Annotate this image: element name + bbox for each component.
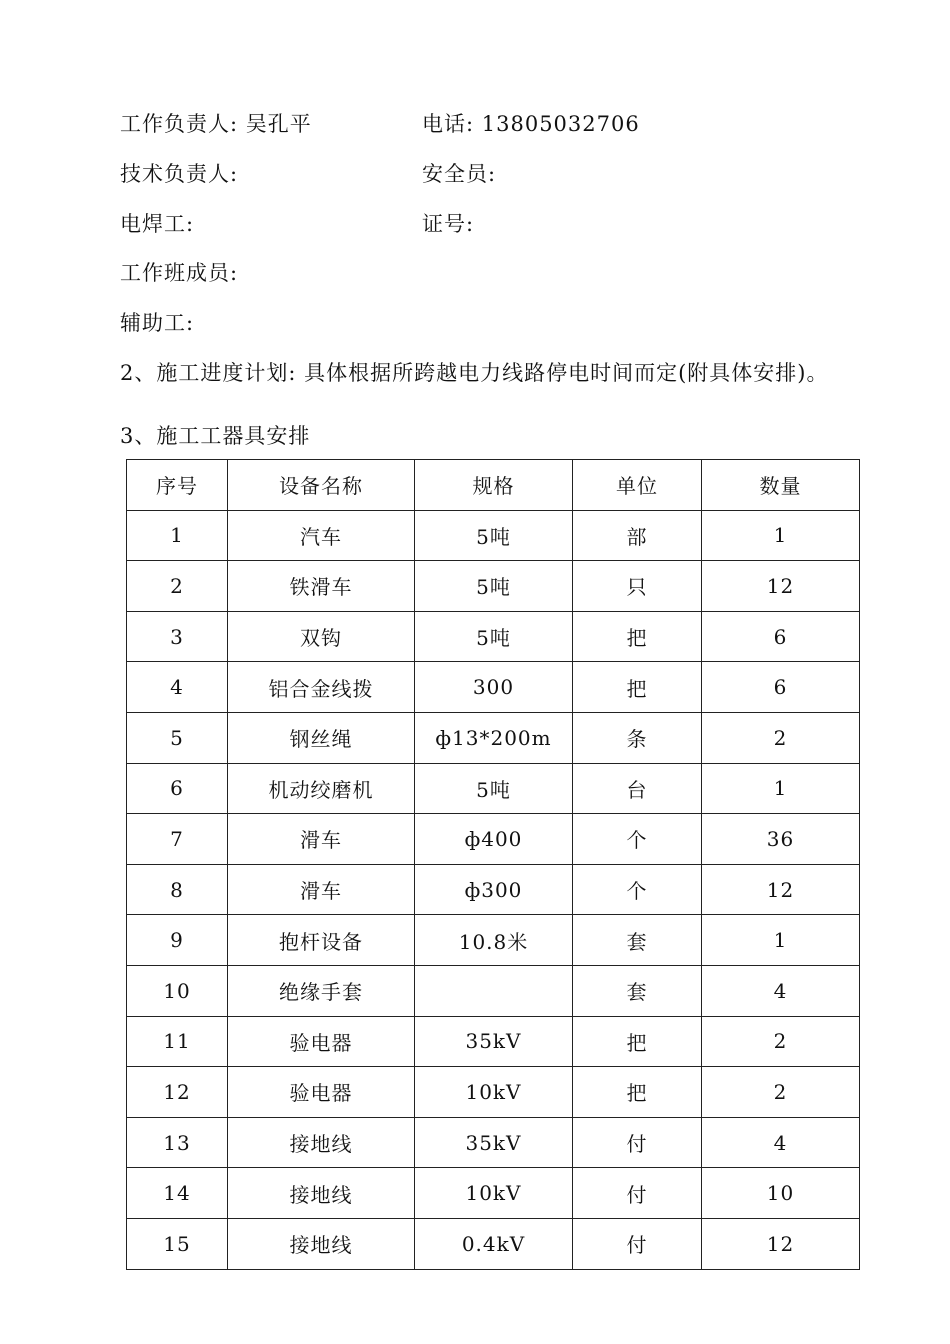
cell-equipment-name: 接地线 [228, 1168, 415, 1219]
header-unit: 单位 [573, 460, 702, 511]
cell-spec [415, 965, 573, 1016]
cell-spec: 35kV [415, 1117, 573, 1168]
equipment-table [126, 459, 860, 1270]
cell-spec: ф13*200m [415, 712, 573, 763]
cell-unit: 付 [573, 1117, 702, 1168]
cell-index: 4 [127, 662, 228, 713]
cell-index: 13 [127, 1117, 228, 1168]
table-row [127, 662, 860, 713]
cell-equipment-name: 钢丝绳 [228, 712, 415, 763]
cell-equipment-name: 验电器 [228, 1016, 415, 1067]
cell-quantity: 2 [702, 1067, 860, 1118]
cell-equipment-name: 铝合金线拨 [228, 662, 415, 713]
cell-quantity: 12 [702, 1218, 860, 1269]
table-row [127, 763, 860, 814]
cell-index: 14 [127, 1168, 228, 1219]
table-row [127, 915, 860, 966]
header-equipment-name: 设备名称 [228, 460, 415, 511]
cell-quantity: 4 [702, 965, 860, 1016]
cell-spec: 5吨 [415, 611, 573, 662]
cell-index: 1 [127, 510, 228, 561]
cell-spec: 5吨 [415, 763, 573, 814]
table-row [127, 1016, 860, 1067]
assistant-line: 辅助工: [120, 311, 195, 335]
phone-line: 电话: 13805032706 [422, 112, 640, 136]
cell-index: 2 [127, 561, 228, 612]
table-row [127, 510, 860, 561]
cell-spec: 35kV [415, 1016, 573, 1067]
table-row [127, 1067, 860, 1118]
cell-spec: 5吨 [415, 510, 573, 561]
cell-unit: 套 [573, 915, 702, 966]
cell-index: 12 [127, 1067, 228, 1118]
cell-spec: 10.8米 [415, 915, 573, 966]
cell-spec: ф300 [415, 864, 573, 915]
cell-quantity: 6 [702, 611, 860, 662]
table-row [127, 561, 860, 612]
cell-quantity: 1 [702, 763, 860, 814]
cell-spec: 300 [415, 662, 573, 713]
cell-equipment-name: 绝缘手套 [228, 965, 415, 1016]
table-row [127, 611, 860, 662]
cell-unit: 只 [573, 561, 702, 612]
cell-index: 7 [127, 814, 228, 865]
cell-equipment-name: 验电器 [228, 1067, 415, 1118]
cell-spec: 5吨 [415, 561, 573, 612]
cell-index: 6 [127, 763, 228, 814]
cell-equipment-name: 汽车 [228, 510, 415, 561]
cell-quantity: 12 [702, 561, 860, 612]
work-leader-line: 工作负责人: 吴孔平 [120, 112, 312, 136]
cell-unit: 把 [573, 662, 702, 713]
schedule-paragraph: 2、施工进度计划: 具体根据所跨越电力线路停电时间而定(附具体安排)。 [120, 361, 829, 385]
cell-equipment-name: 滑车 [228, 864, 415, 915]
cell-index: 9 [127, 915, 228, 966]
cell-index: 5 [127, 712, 228, 763]
cell-equipment-name: 滑车 [228, 814, 415, 865]
cell-equipment-name: 接地线 [228, 1218, 415, 1269]
cell-unit: 把 [573, 1067, 702, 1118]
table-header-row [127, 460, 860, 511]
cell-spec: 0.4kV [415, 1218, 573, 1269]
cell-unit: 付 [573, 1218, 702, 1269]
cell-unit: 把 [573, 611, 702, 662]
cell-unit: 部 [573, 510, 702, 561]
cell-unit: 付 [573, 1168, 702, 1219]
table-row [127, 864, 860, 915]
cell-index: 3 [127, 611, 228, 662]
cell-quantity: 10 [702, 1168, 860, 1219]
cell-equipment-name: 铁滑车 [228, 561, 415, 612]
cell-index: 11 [127, 1016, 228, 1067]
cell-quantity: 4 [702, 1117, 860, 1168]
cell-spec: ф400 [415, 814, 573, 865]
cell-unit: 个 [573, 864, 702, 915]
table-row [127, 814, 860, 865]
cell-equipment-name: 抱杆设备 [228, 915, 415, 966]
cell-quantity: 2 [702, 712, 860, 763]
cell-equipment-name: 接地线 [228, 1117, 415, 1168]
cell-index: 10 [127, 965, 228, 1016]
header-index: 序号 [127, 460, 228, 511]
cell-spec: 10kV [415, 1067, 573, 1118]
cell-unit: 把 [573, 1016, 702, 1067]
cell-quantity: 36 [702, 814, 860, 865]
cell-quantity: 1 [702, 915, 860, 966]
cell-quantity: 12 [702, 864, 860, 915]
certificate-line: 证号: [422, 212, 475, 236]
cell-unit: 条 [573, 712, 702, 763]
cell-spec: 10kV [415, 1168, 573, 1219]
cell-quantity: 6 [702, 662, 860, 713]
tech-leader-line: 技术负责人: [120, 162, 239, 186]
table-row [127, 965, 860, 1016]
table-body [127, 510, 860, 1269]
cell-quantity: 2 [702, 1016, 860, 1067]
welder-line: 电焊工: [120, 212, 195, 236]
cell-equipment-name: 机动绞磨机 [228, 763, 415, 814]
table-row [127, 712, 860, 763]
cell-quantity: 1 [702, 510, 860, 561]
safety-officer-line: 安全员: [422, 162, 497, 186]
header-spec: 规格 [415, 460, 573, 511]
header-quantity: 数量 [702, 460, 860, 511]
cell-unit: 个 [573, 814, 702, 865]
tools-section-title: 3、施工工器具安排 [120, 424, 311, 448]
team-members-line: 工作班成员: [120, 261, 239, 285]
table-row [127, 1117, 860, 1168]
cell-index: 15 [127, 1218, 228, 1269]
cell-unit: 套 [573, 965, 702, 1016]
cell-equipment-name: 双钩 [228, 611, 415, 662]
table-row [127, 1168, 860, 1219]
table-row [127, 1218, 860, 1269]
cell-unit: 台 [573, 763, 702, 814]
cell-index: 8 [127, 864, 228, 915]
